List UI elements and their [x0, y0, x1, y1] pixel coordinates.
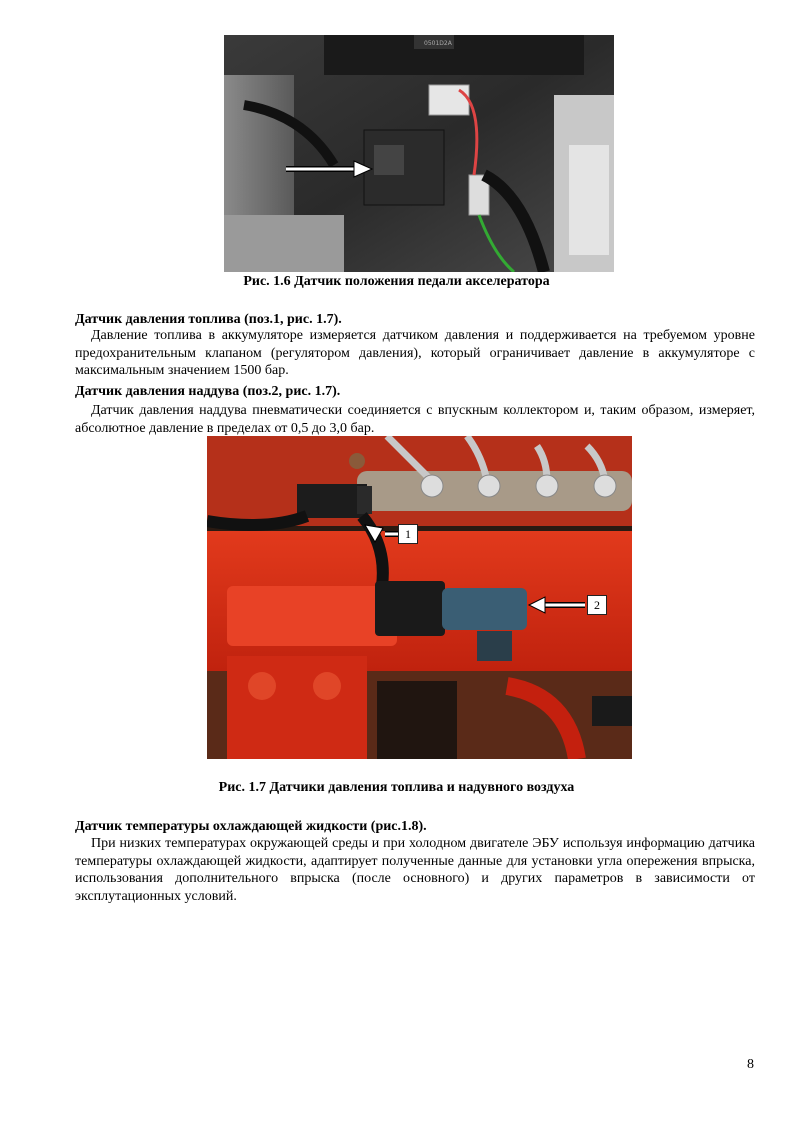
callout-2: 2 [587, 595, 607, 615]
fuel-pressure-sensor-text [75, 327, 755, 380]
fuel-pressure-sensor-body: Давление топлива в аккумуляторе измеряется датчиком давления и поддерживается на требуемом уровне предохранительным клапаном (регулятором давления), который ограничивает давление в аккумуляторе с максимальным значением 1500 бар. [75, 328, 755, 379]
figure-1-7-caption: Рис. 1.7 Датчики давления топлива и надувного воздуха [218, 780, 575, 795]
coolant-temperature-sensor-text [75, 835, 755, 905]
figure-1-7-photo [207, 436, 632, 759]
boost-pressure-sensor-heading: Датчик давления наддува (поз.2, рис. 1.7). [75, 384, 341, 399]
figure-1-6-caption: Рис. 1.6 Датчик положения педали акселератора [243, 274, 550, 289]
coolant-temperature-sensor-body: При низких температурах окружающей среды и при холодном двигателе ЭБУ используя информацию датчика температуры охлаждающей жидкости, адаптирует полученные данные для установки угла опережения впрыска, использования дополнительного впрыска (после основного) и других параметров в зависимости от эксплутационных условий. [75, 836, 755, 904]
coolant-temperature-sensor-heading: Датчик температуры охлаждающей жидкости (рис.1.8). [75, 819, 427, 834]
label-text: 0501D2A [424, 40, 452, 47]
figure-1-6-photo [224, 35, 614, 272]
boost-pressure-sensor-body: Датчик давления наддува пневматически соединяется с впускным коллектором и, таким образом, измеряет, абсолютное давление в пределах от 0,5 до 3,0 бар. [75, 403, 755, 436]
callout-1: 1 [398, 524, 418, 544]
boost-pressure-sensor-text [75, 402, 755, 437]
pressure-sensors-photo [207, 436, 632, 759]
fuel-pressure-sensor-heading: Датчик давления топлива (поз.1, рис. 1.7). [75, 312, 342, 327]
page-number: 8 [747, 1057, 754, 1072]
accelerator-pedal-sensor-photo [224, 35, 614, 272]
